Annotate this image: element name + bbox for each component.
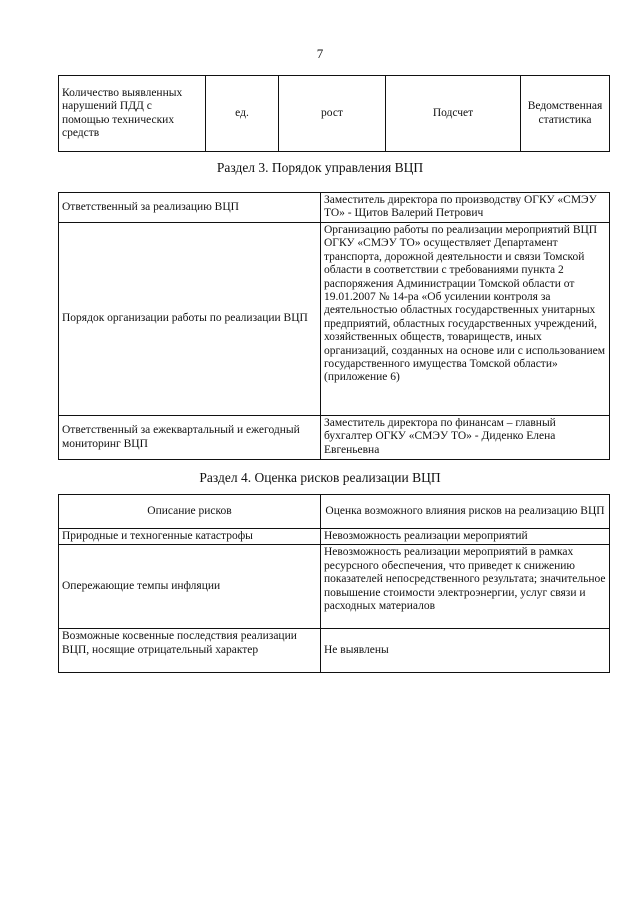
indicator-method: Подсчет — [386, 76, 521, 152]
table-row — [59, 529, 610, 545]
table-header-row — [59, 495, 610, 529]
indicator-name: Количество выявленных нарушений ПДД с помощью технических средств — [59, 76, 206, 152]
column-header-risk: Описание рисков — [59, 495, 321, 529]
indicator-table — [58, 75, 610, 152]
table-row — [59, 545, 610, 629]
section4-heading: Раздел 4. Оценка рисков реализации ВЦП — [199, 470, 441, 485]
table-row — [59, 629, 610, 673]
row-value: Заместитель директора по финансам – главный бухгалтер ОГКУ «СМЭУ ТО» - Диденко Елена Евгеньевна — [321, 416, 610, 460]
indicator-source: Ведомственная статистика — [521, 76, 610, 152]
section3-heading: Раздел 3. Порядок управления ВЦП — [216, 160, 424, 175]
indicator-trend: рост — [279, 76, 386, 152]
table-row — [59, 193, 610, 223]
page-number: 7 — [316, 46, 324, 61]
row-value: Организацию работы по реализации мероприятий ВЦП ОГКУ «СМЭУ ТО» осуществляет Департамент транспорта, дорожной деятельности и связи Томской области в соответствии с требованиями пункта 2 распоряжения Администрации Томской области от 19.01.2007 № 14-ра «Об усилении контроля за деятельностью областных государственных унитарных предприятий, областных государственных учреждений, хозяйственных обществ, товариществ, иных организаций, созданных на основе или с использованием государственного имущества Томской области» (приложение 6) — [321, 223, 610, 416]
risk-description: Природные и техногенные катастрофы — [59, 529, 321, 545]
table-row — [59, 223, 610, 416]
column-header-impact: Оценка возможного влияния рисков на реализацию ВЦП — [321, 495, 610, 529]
table-row — [59, 76, 610, 152]
row-label: Порядок организации работы по реализации ВЦП — [59, 223, 321, 416]
row-value: Заместитель директора по производству ОГКУ «СМЭУ ТО» - Щитов Валерий Петрович — [321, 193, 610, 223]
risk-impact: Невозможность реализации мероприятий в рамках ресурсного обеспечения, что приведет к снижению показателей непосредственного результата; значительное повышение стоимости электроэнергии, услуг связи и расходных материалов — [321, 545, 610, 629]
risk-description: Опережающие темпы инфляции — [59, 545, 321, 629]
row-label: Ответственный за ежеквартальный и ежегодный мониторинг ВЦП — [59, 416, 321, 460]
risk-table — [58, 494, 610, 673]
row-label: Ответственный за реализацию ВЦП — [59, 193, 321, 223]
risk-description: Возможные косвенные последствия реализации ВЦП, носящие отрицательный характер — [59, 629, 321, 673]
table-row — [59, 416, 610, 460]
indicator-unit: ед. — [206, 76, 279, 152]
risk-impact: Невозможность реализации мероприятий — [321, 529, 610, 545]
risk-impact: Не выявлены — [321, 629, 610, 673]
management-table — [58, 192, 610, 460]
